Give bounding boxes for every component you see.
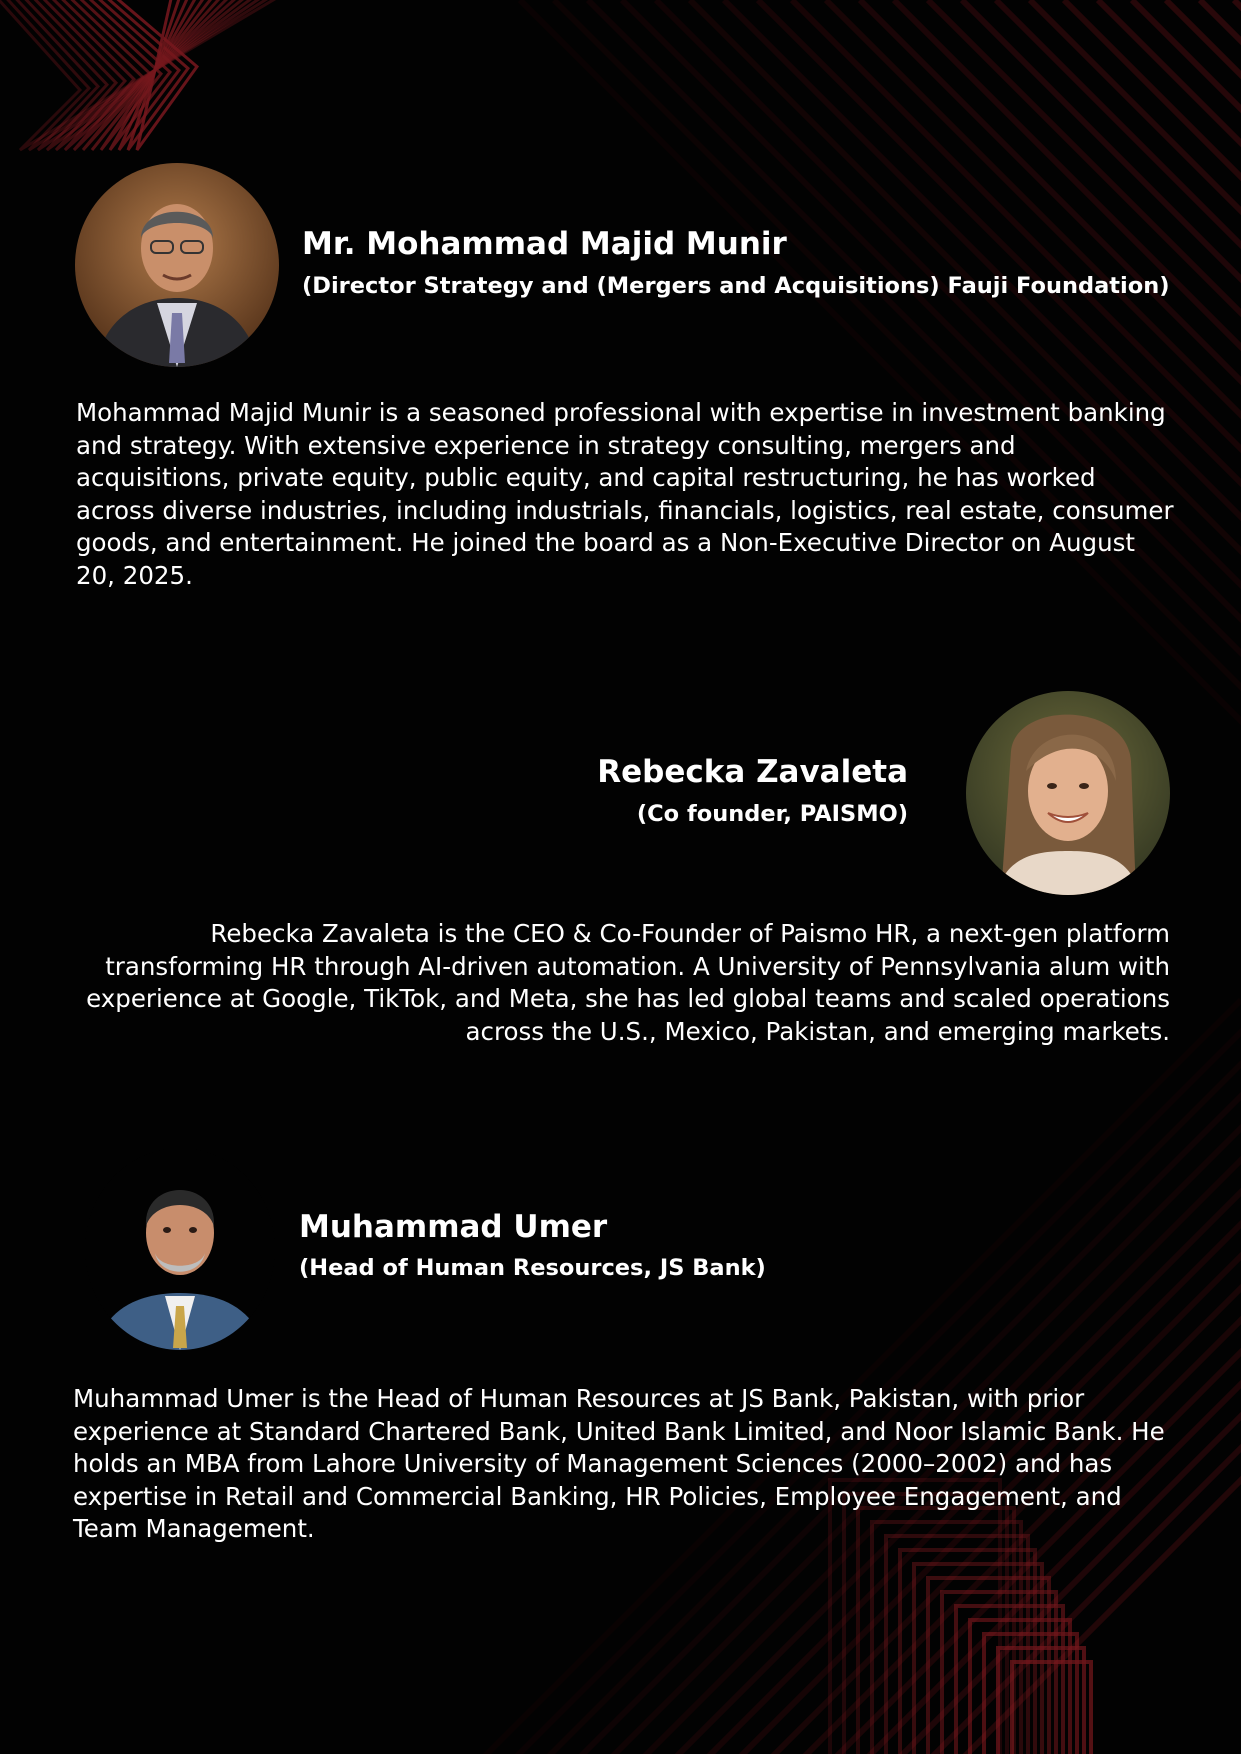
profile-role: (Co founder, PAISMO) [636, 801, 908, 827]
profile-bio: Mohammad Majid Munir is a seasoned professional with expertise in investment banking and strategy. With extensive experience in strategy consulting, mergers and acquisitions, private equity, public equity, and capital restructuring, he has worked across diverse industries, including industrials, financials, logistics, real estate, consumer goods, and entertainment. He joined the board as a Non-Executive Director on August 20, 2025. [76, 398, 1174, 590]
profile-role: (Director Strategy and (Mergers and Acquisitions) Fauji Foundation) [302, 273, 1170, 299]
portrait-man-suit-icon [75, 163, 279, 367]
avatar-mohammad-majid-munir [75, 163, 279, 367]
portrait-woman-icon [966, 691, 1170, 895]
portrait-man-blue-suit-icon [85, 1148, 275, 1350]
profile-name: Mr. Mohammad Majid Munir [302, 226, 787, 262]
top-left-chevron-stripes [0, 0, 290, 150]
profile-name: Muhammad Umer [299, 1209, 608, 1245]
stripe-line [629, 1000, 1241, 1754]
stripe-line [373, 1000, 1241, 1754]
profile-role: (Head of Human Resources, JS Bank) [299, 1255, 766, 1281]
profile-name: Rebecka Zavaleta [597, 754, 908, 790]
avatar-rebecka-zavaleta [966, 691, 1170, 895]
stripe-line [1012, 1662, 1091, 1754]
profile-bio: Muhammad Umer is the Head of Human Resources at JS Bank, Pakistan, with prior experience at Standard Chartered Bank, United Bank Limited, and Noor Islamic Bank. He holds an MBA from Lahore University of Management Sciences (2000–2002) and has expertise in Retail and Commercial Banking, HR Policies, Employee Engagement, and Team Management. [73, 1384, 1165, 1543]
avatar-muhammad-umer [85, 1148, 275, 1350]
profile-bio: Rebecka Zavaleta is the CEO & Co-Founder of Paismo HR, a next-gen platform transforming HR through AI-driven automation. A University of Pennsylvania alum with experience at Google, TikTok, and Meta, she has led global teams and scaled operations across the U.S., Mexico, Pakistan, and emerging markets. [86, 919, 1170, 1046]
